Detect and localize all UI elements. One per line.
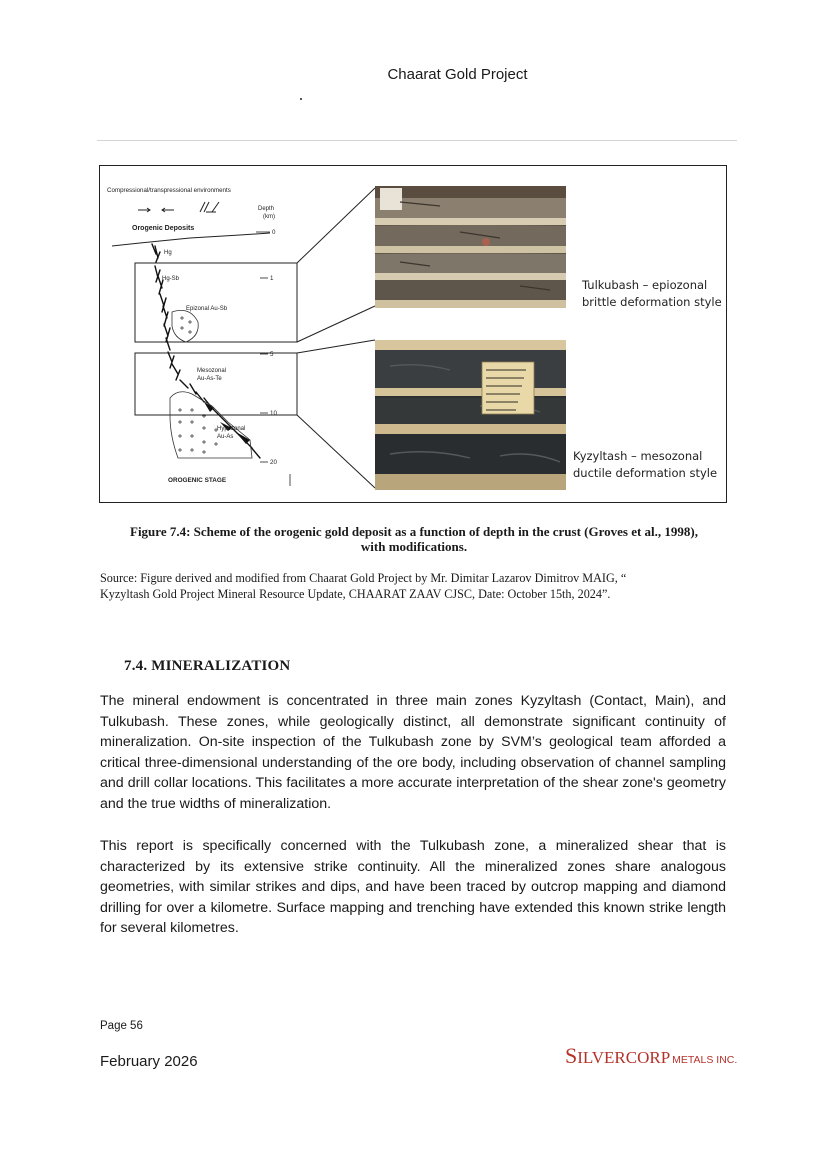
page-number: Page 56: [100, 1020, 143, 1032]
intrusion-lower: [170, 392, 252, 458]
depth-tick-20: 20: [270, 459, 277, 466]
logo-initial: S: [565, 1043, 578, 1068]
body-paragraph: The mineral endowment is concentrated in three main zones Kyzyltash (Contact, Main), and Tulkubash. These zones, while geologically distinct, all demonstrate significant continuity of mineralization. On-site inspection of the Tulkubash zone by SVM’s geological team afforded a critical three-dimensional understanding of the ore body, including observation of channel sampling and drill collar locations. This facilitates a more accurate interpretation of the shear zone's geometry and the true widths of mineralization.: [100, 693, 726, 812]
arrows-sketch: [138, 202, 219, 212]
mesozonal-box: [135, 353, 297, 415]
depth-tick-5: 5: [270, 351, 274, 358]
logo-name: ILVERCORP: [577, 1048, 671, 1067]
photo-caption-line: ductile deformation style: [573, 466, 718, 480]
logo-suffix: METALS INC.: [672, 1054, 738, 1066]
running-header: Chaarat Gold Project: [387, 66, 528, 83]
figure-caption-line: Figure 7.4: Scheme of the orogenic gold deposit as a function of depth in the crust (Groves et al., 1998),: [130, 524, 698, 539]
silvercorp-logo: [565, 1043, 737, 1069]
intrusion-upper-crosses: [180, 316, 192, 334]
zone-hg: Hg: [164, 250, 172, 256]
zone-epizonal: Epizonal Au-Sb: [186, 306, 228, 312]
core-photo-kyzyltash: [375, 340, 566, 490]
depth-tick-1: 1: [270, 275, 274, 282]
depth-tick-0: 0: [272, 229, 276, 236]
header-rule: [97, 140, 737, 141]
depth-label: Depth: [258, 206, 275, 212]
photo-caption-kyzyltash: [573, 448, 717, 482]
env-label: Compressional/transpressional environments: [107, 187, 231, 194]
body-paragraph: This report is specifically concerned with the Tulkubash zone, a mineralized shear that is characterized by its extensive strike continuity. All the mineralized zones share analogous geometries, with similar strikes and dips, and have been traced by outcrop mapping and diamond drilling for over a kilometre. Surface mapping and trenching have extended this known strike length for several kilometres.: [100, 838, 726, 937]
photo-caption-line: brittle deformation style: [582, 295, 722, 309]
intrusion-upper: [172, 310, 198, 342]
zone-hg-sb: Hg-Sb: [162, 276, 180, 282]
orogenic-stage-label: OROGENIC STAGE: [168, 477, 227, 484]
depth-tick-10: 10: [270, 410, 277, 417]
zone-mesozonal-metals: Au-As-Te: [197, 376, 222, 382]
zone-hypozonal-metals: Au-As: [217, 434, 234, 440]
zone-hypozonal: Hypozonal: [217, 426, 246, 432]
figure-source: [100, 571, 740, 602]
footer-date: February 2026: [100, 1053, 198, 1070]
section-heading: 7.4. MINERALIZATION: [124, 658, 291, 674]
photo-caption-line: Kyzyltash – mesozonal: [573, 449, 703, 463]
orogenic-deposits-label: Orogenic Deposits: [132, 225, 195, 232]
photo-caption-line: Tulkubash – epiozonal: [582, 278, 708, 292]
ground-surface: [112, 233, 270, 246]
zone-mesozonal: Mesozonal: [197, 368, 227, 374]
header-dot: [300, 98, 302, 100]
figure-source-line: Kyzyltash Gold Project Mineral Resource Update, CHAARAT ZAAV CJSC, Date: October 15th, 2024”.: [100, 586, 611, 601]
figure-7-4: [99, 165, 727, 503]
figure-source-line: Source: Figure derived and modified from Chaarat Gold Project by Mr. Dimitar Lazarov Dimitrov MAIG, “: [100, 571, 627, 585]
connector-lines: [297, 188, 375, 488]
depth-unit-label: (km): [263, 214, 275, 220]
figure-caption: [100, 524, 728, 554]
core-photo-tulkubash: [375, 186, 566, 308]
photo-caption-tulkubash: [582, 277, 722, 311]
figure-caption-line: with modifications.: [360, 539, 468, 554]
